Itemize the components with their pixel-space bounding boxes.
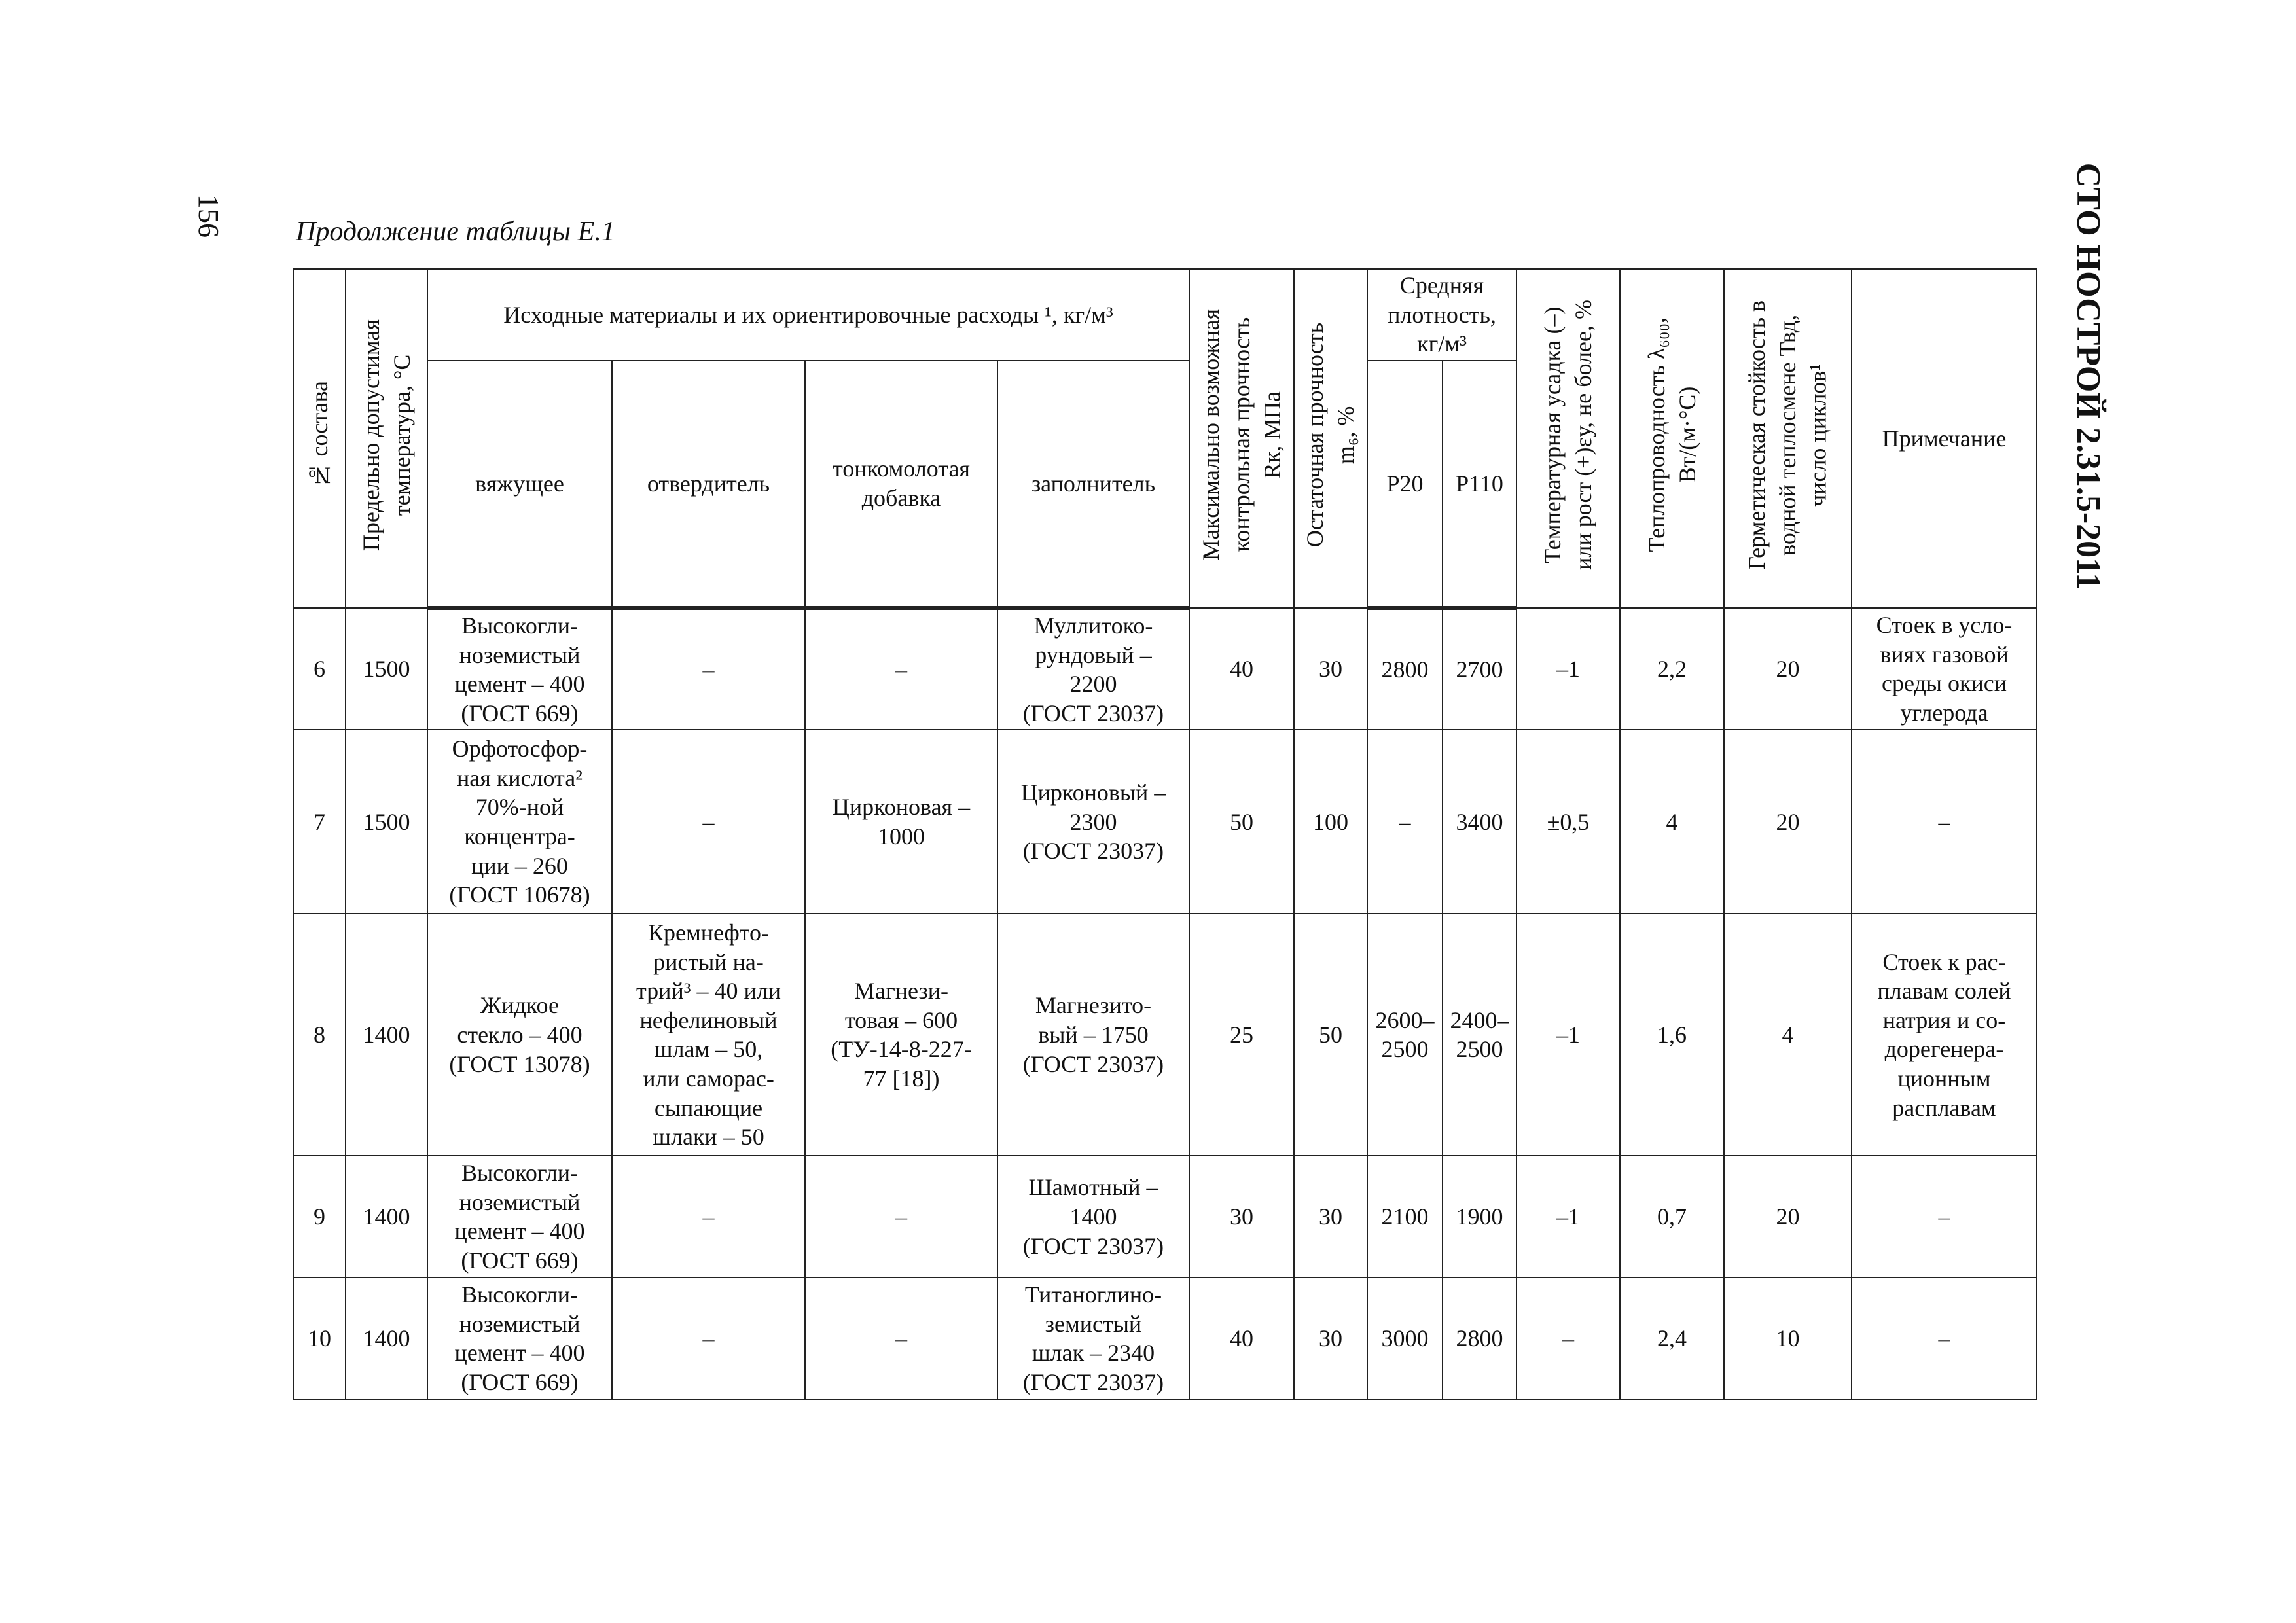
cell-rk: 40 bbox=[1189, 1277, 1294, 1399]
cell-shrinkage: ±0,5 bbox=[1516, 730, 1620, 914]
cell-p20: 2800 bbox=[1367, 608, 1443, 730]
cell-conductivity: 0,7 bbox=[1620, 1156, 1724, 1277]
document-code: СТО НОСТРОЙ 2.31.5-2011 bbox=[2070, 162, 2107, 590]
cell-hardener: – bbox=[612, 608, 805, 730]
header-density-p110: Р110 bbox=[1443, 361, 1516, 608]
cell-note: – bbox=[1852, 730, 2037, 914]
cell-p110: 3400 bbox=[1443, 730, 1516, 914]
cell-binder: Орфотосфор- ная кислота² 70%-ной концентра- ции – 260 (ГОСТ 10678) bbox=[427, 730, 612, 914]
cell-note: Стоек в усло- виях газовой среды окиси углерода bbox=[1852, 608, 2037, 730]
header-fine-additive: тонкомолотая добавка bbox=[805, 361, 997, 608]
cell-rk: 30 bbox=[1189, 1156, 1294, 1277]
header-binder: вяжущее bbox=[427, 361, 612, 608]
cell-p110: 2700 bbox=[1443, 608, 1516, 730]
cell-additive: Магнези- товая – 600 (ТУ-14-8-227- 77 [18]) bbox=[805, 914, 997, 1156]
cell-cycles: 20 bbox=[1724, 730, 1852, 914]
cell-additive: – bbox=[805, 1156, 997, 1277]
cell-filler: Муллитоко- рундовый – 2200 (ГОСТ 23037) bbox=[997, 608, 1189, 730]
table-row bbox=[293, 914, 2037, 1156]
cell-additive: – bbox=[805, 1277, 997, 1399]
table-row bbox=[293, 1156, 2037, 1277]
cell-additive: – bbox=[805, 608, 997, 730]
cell-p20: 3000 bbox=[1367, 1277, 1443, 1399]
header-residual-strength: Остаточная прочность m₆, % bbox=[1294, 269, 1367, 608]
header-hermetic: Герметическая стойкость в водной теплосмене Твд, число циклов¹ bbox=[1724, 269, 1852, 608]
cell-hardener: Кремнефто- ристый на- трий³ – 40 или нефелиновый шлам – 50, или саморас- сыпающие шлаки – 50 bbox=[612, 914, 805, 1156]
cell-shrinkage: –1 bbox=[1516, 1156, 1620, 1277]
cell-shrinkage: – bbox=[1516, 1277, 1620, 1399]
cell-shrinkage: –1 bbox=[1516, 608, 1620, 730]
cell-conductivity: 2,2 bbox=[1620, 608, 1724, 730]
cell-cycles: 4 bbox=[1724, 914, 1852, 1156]
cell-m6: 30 bbox=[1294, 1156, 1367, 1277]
cell-temp: 1500 bbox=[346, 730, 427, 914]
cell-hardener: – bbox=[612, 730, 805, 914]
table-row bbox=[293, 1277, 2037, 1399]
cell-p110: 2400– 2500 bbox=[1443, 914, 1516, 1156]
header-shrinkage: Температурная усадка (–) или рост (+)εу, не более, % bbox=[1516, 269, 1620, 608]
cell-filler: Шамотный – 1400 (ГОСТ 23037) bbox=[997, 1156, 1189, 1277]
cell-additive: Цирконовая – 1000 bbox=[805, 730, 997, 914]
cell-no: 8 bbox=[293, 914, 346, 1156]
cell-no: 7 bbox=[293, 730, 346, 914]
cell-binder: Жидкое стекло – 400 (ГОСТ 13078) bbox=[427, 914, 612, 1156]
cell-conductivity: 2,4 bbox=[1620, 1277, 1724, 1399]
header-density-p20: Р20 bbox=[1367, 361, 1443, 608]
cell-cycles: 20 bbox=[1724, 1156, 1852, 1277]
header-density-group: Средняя плотность, кг/м³ bbox=[1367, 269, 1516, 361]
cell-note: Стоек к рас- плавам солей натрия и со- дорегенера- ционным расплавам bbox=[1852, 914, 2037, 1156]
cell-binder: Высокогли- ноземистый цемент – 400 (ГОСТ 669) bbox=[427, 1156, 612, 1277]
header-filler: заполнитель bbox=[997, 361, 1189, 608]
cell-p20: 2600– 2500 bbox=[1367, 914, 1443, 1156]
cell-note: – bbox=[1852, 1277, 2037, 1399]
page-number: 156 bbox=[192, 194, 224, 238]
header-materials-group: Исходные материалы и их ориентировочные расходы ¹, кг/м³ bbox=[427, 269, 1189, 361]
cell-conductivity: 1,6 bbox=[1620, 914, 1724, 1156]
cell-p110: 1900 bbox=[1443, 1156, 1516, 1277]
cell-no: 10 bbox=[293, 1277, 346, 1399]
header-composition-no: № состава bbox=[293, 269, 346, 608]
cell-cycles: 20 bbox=[1724, 608, 1852, 730]
table-row bbox=[293, 730, 2037, 914]
cell-temp: 1400 bbox=[346, 1277, 427, 1399]
materials-table bbox=[293, 268, 2037, 1400]
header-max-temp: Предельно допустимая температура, °С bbox=[346, 269, 427, 608]
cell-p110: 2800 bbox=[1443, 1277, 1516, 1399]
header-max-strength: Максимально возможная контрольная прочность Rк, МПа bbox=[1189, 269, 1294, 608]
cell-p20: – bbox=[1367, 730, 1443, 914]
cell-binder: Высокогли- ноземистый цемент – 400 (ГОСТ 669) bbox=[427, 608, 612, 730]
table-row bbox=[293, 608, 2037, 730]
cell-p20: 2100 bbox=[1367, 1156, 1443, 1277]
header-note: Примечание bbox=[1852, 269, 2037, 608]
cell-m6: 30 bbox=[1294, 608, 1367, 730]
cell-cycles: 10 bbox=[1724, 1277, 1852, 1399]
table-caption: Продолжение таблицы Е.1 bbox=[296, 217, 615, 247]
cell-m6: 30 bbox=[1294, 1277, 1367, 1399]
cell-rk: 25 bbox=[1189, 914, 1294, 1156]
cell-note: – bbox=[1852, 1156, 2037, 1277]
cell-filler: Титаноглино- земистый шлак – 2340 (ГОСТ 23037) bbox=[997, 1277, 1189, 1399]
cell-no: 6 bbox=[293, 608, 346, 730]
cell-binder: Высокогли- ноземистый цемент – 400 (ГОСТ 669) bbox=[427, 1277, 612, 1399]
cell-shrinkage: –1 bbox=[1516, 914, 1620, 1156]
cell-m6: 50 bbox=[1294, 914, 1367, 1156]
cell-conductivity: 4 bbox=[1620, 730, 1724, 914]
cell-temp: 1400 bbox=[346, 1156, 427, 1277]
cell-hardener: – bbox=[612, 1277, 805, 1399]
cell-temp: 1400 bbox=[346, 914, 427, 1156]
cell-filler: Магнезито- вый – 1750 (ГОСТ 23037) bbox=[997, 914, 1189, 1156]
cell-rk: 40 bbox=[1189, 608, 1294, 730]
cell-filler: Цирконовый – 2300 (ГОСТ 23037) bbox=[997, 730, 1189, 914]
cell-hardener: – bbox=[612, 1156, 805, 1277]
cell-temp: 1500 bbox=[346, 608, 427, 730]
header-hardener: отвердитель bbox=[612, 361, 805, 608]
cell-no: 9 bbox=[293, 1156, 346, 1277]
header-conductivity: Теплопроводность λ₆₀₀, Вт/(м·°С) bbox=[1620, 269, 1724, 608]
cell-m6: 100 bbox=[1294, 730, 1367, 914]
cell-rk: 50 bbox=[1189, 730, 1294, 914]
